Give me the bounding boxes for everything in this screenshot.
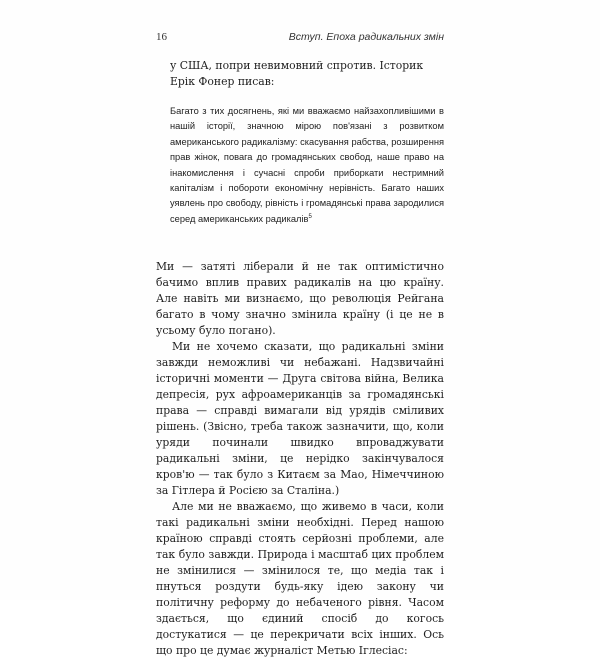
quote-text: Багато з тих досягнень, які ми вважаємо найзахопливішими в нашій історії, значною мірою пов'язані з розвитком американського радикалізму: скасування рабства, розширення прав жінок, повага до громадянських свобод, наше право на інакомислення і сучасні спроби приборкати нестримний капіталізм і побороти економічну нерівність. Багато наших уявлень про свободу, рівність і громадянські права зародилися серед американських радикалів [170, 106, 444, 224]
paragraph-2: Ми не хочемо сказати, що радикальні зміни завжди неможливі чи небажані. Надзвичайні історичні моменти — Друга світова війна, Велика депресія, рух афроамериканців за громадянські права — справді вимагали від урядів сміливих рішень. (Звісно, треба також зазначити, що, коли уряди починали швидко впроваджувати радикальні зміни, це нерідко закінчувалося кров'ю — так було з Китаєм за Мао, Німеччиною за Гітлера й Росією за Сталіна.) [156, 340, 444, 498]
page-number: 16 [156, 31, 167, 43]
paragraph-1: Ми — затяті ліберали й не так оптимістично бачимо вплив правих радикалів на цю країну. Але навіть ми визнаємо, що революція Рейгана багато в чому значно змінила країну (і це не в усьому було погано). [156, 260, 444, 338]
footnote-marker: 5 [308, 213, 312, 220]
page-content [156, 58, 444, 659]
quote-lead-in: у США, попри невимовний спротив. Історик Ерік Фонер писав: [170, 59, 424, 88]
page-header [156, 31, 444, 45]
paragraph-3: Але ми не вважаємо, що живемо в часи, коли такі радикальні зміни необхідні. Перед нашою країною справді стоять серйозні проблеми, але так було завжди. Природа і масштаб цих проблем не змінилися — змінилося те, що медіа так і пнуться роздути будь-яку ідею закону чи політичну реформу до небаченого рівня. Часом здається, що єдиний спосіб до когось достукатися — це перекричати всіх інших. Ось що про це думає журналіст Метью Іглесіас: [156, 500, 444, 658]
block-quote [170, 104, 444, 227]
running-title: Вступ. Епоха радикальних змін [288, 31, 444, 43]
